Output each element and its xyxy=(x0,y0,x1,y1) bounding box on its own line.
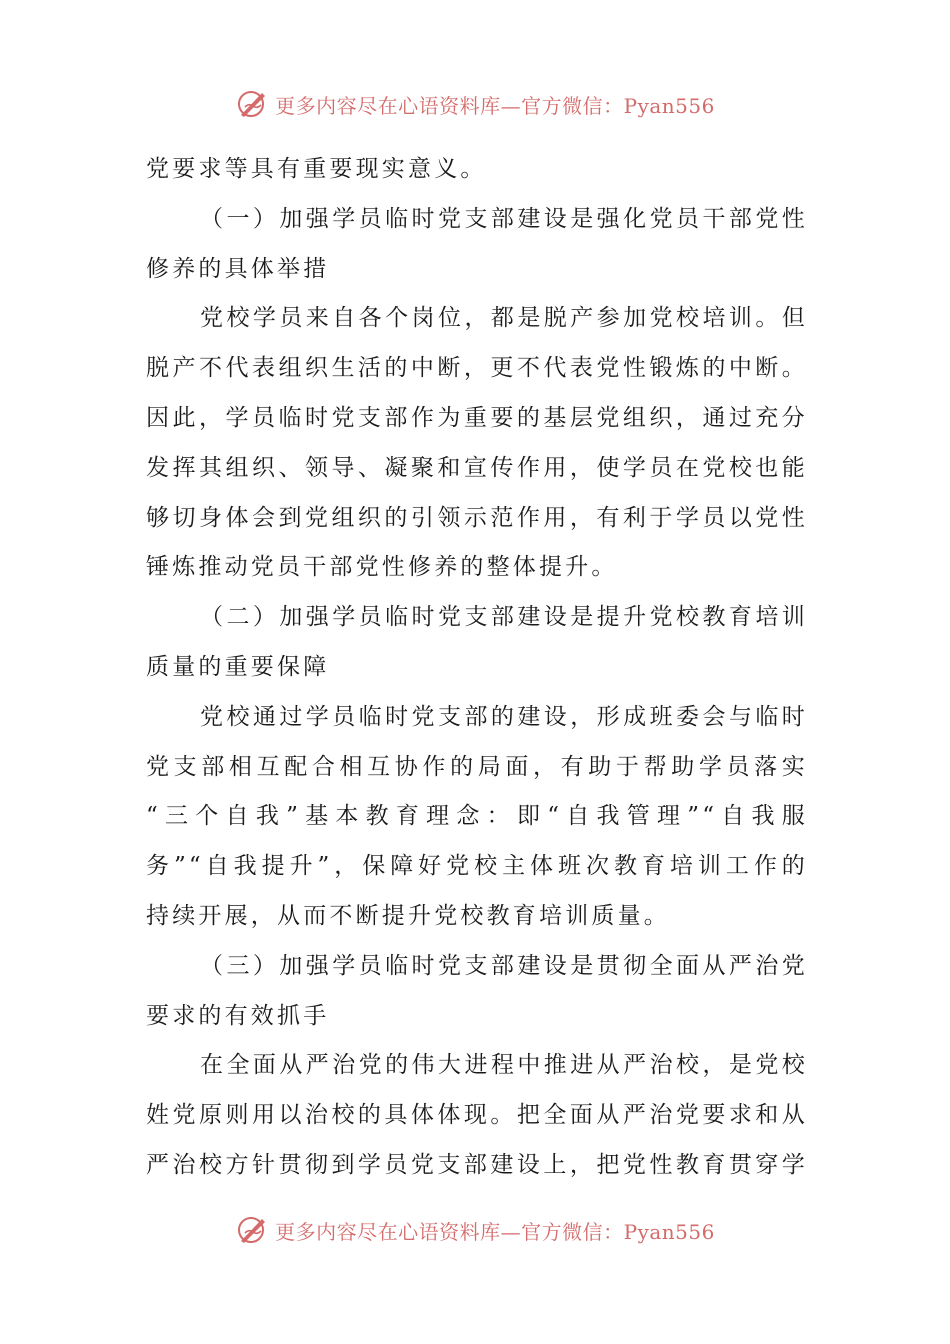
header-watermark xyxy=(0,84,950,124)
text-line: 党校学员来自各个岗位，都是脱产参加党校培训。但 xyxy=(200,305,808,332)
text-line: 修养的具体举措 xyxy=(146,255,330,282)
pen-logo-icon xyxy=(235,87,269,121)
watermark-text: 更多内容尽在心语资料库—官方微信：Pyan556 xyxy=(275,93,715,118)
document-body xyxy=(146,145,808,1191)
text-line: 严治校方针贯彻到学员党支部建设上，把党性教育贯穿学 xyxy=(146,1151,808,1178)
text-line: 党支部相互配合相互协作的局面，有助于帮助学员落实 xyxy=(146,753,808,780)
text-line: （二）加强学员临时党支部建设是提升党校教育培训 xyxy=(200,604,808,631)
text-line: 党要求等具有重要现实意义。 xyxy=(146,156,487,182)
text-line: 在全面从严治党的伟大进程中推进从严治校，是党校 xyxy=(200,1052,808,1079)
text-line: 因此，学员临时党支部作为重要的基层党组织，通过充分 xyxy=(146,404,808,431)
text-line: 务”“自我提升”，保障好党校主体班次教育培训工作的 xyxy=(146,853,808,880)
text-line: 脱产不代表组织生活的中断，更不代表党性锻炼的中断。 xyxy=(146,355,808,382)
text-line: 发挥其组织、领导、凝聚和宣传作用，使学员在党校也能 xyxy=(146,454,808,481)
text-line: 姓党原则用以治校的具体体现。把全面从严治党要求和从 xyxy=(146,1102,808,1129)
text-line: （三）加强学员临时党支部建设是贯彻全面从严治党 xyxy=(200,952,808,979)
text-line: 锤炼推动党员干部党性修养的整体提升。 xyxy=(146,554,618,581)
pen-logo-icon xyxy=(235,1213,269,1247)
footer-watermark xyxy=(0,1210,950,1250)
text-line: （一）加强学员临时党支部建设是强化党员干部党性 xyxy=(200,205,808,232)
text-line: 要求的有效抓手 xyxy=(146,1002,330,1029)
watermark-text: 更多内容尽在心语资料库—官方微信：Pyan556 xyxy=(275,1219,715,1244)
text-line: 持续开展，从而不断提升党校教育培训质量。 xyxy=(146,902,670,929)
text-line: “三个自我”基本教育理念：即“自我管理”“自我服 xyxy=(146,803,808,830)
text-line: 够切身体会到党组织的引领示范作用，有利于学员以党性 xyxy=(146,504,808,531)
text-line: 质量的重要保障 xyxy=(146,653,330,680)
text-line: 党校通过学员临时党支部的建设，形成班委会与临时 xyxy=(200,703,808,730)
